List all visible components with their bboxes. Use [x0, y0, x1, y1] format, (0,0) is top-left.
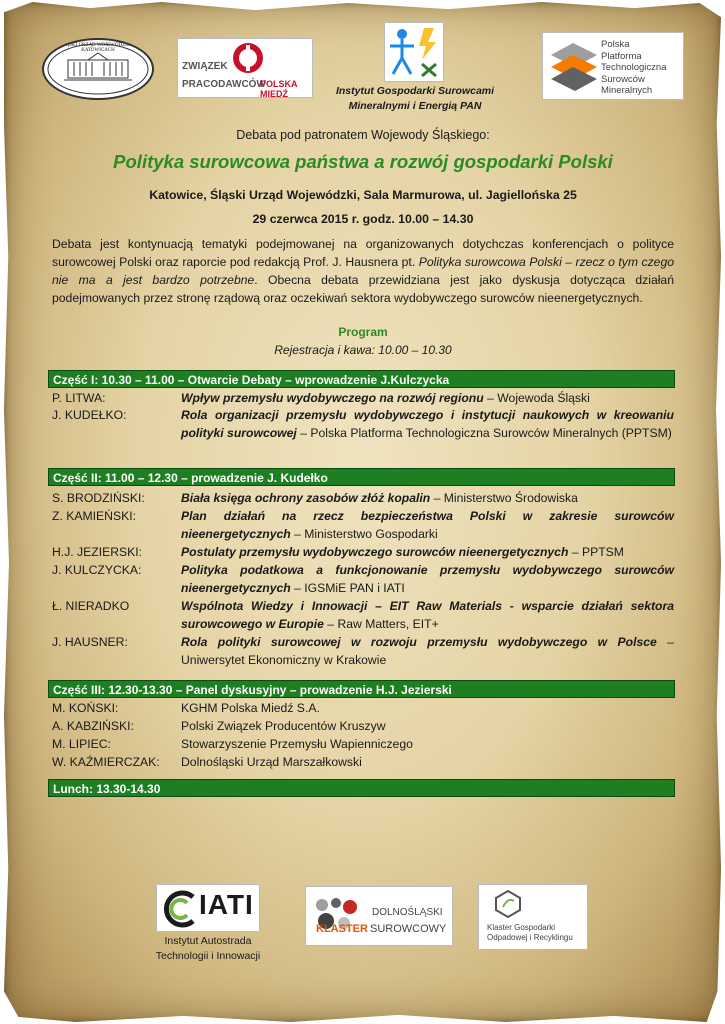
speaker-topic	[181, 634, 674, 669]
topic-org: – Polska Platforma Technologiczna Surowców Mineralnych (PPTSM)	[296, 425, 672, 440]
lunch-bar: Lunch: 13.30-14.30	[48, 779, 675, 797]
panelist-org: Dolnośląski Urząd Marszałkowski	[181, 755, 362, 769]
topic-title: Rola organizacji przemysłu wydobywczego i instytucji naukowych w kreowaniu polityki surowcowej	[181, 408, 674, 440]
logo-zwiazek-pracodawcow	[177, 38, 313, 98]
agenda-row	[52, 390, 674, 408]
speaker-topic	[181, 508, 674, 543]
logo-dolnoslaski-klaster	[305, 886, 453, 946]
dks-line2a: KLASTER	[316, 923, 368, 935]
registration-text: Rejestracja i kawa: 10.00 – 10.30	[274, 343, 452, 357]
logo-slaski-urzad	[42, 38, 154, 100]
speaker-topic	[181, 598, 674, 633]
logo-klaster-gospodarki-odpadowej	[478, 884, 588, 950]
topic-org: – PPTSM	[568, 545, 624, 559]
iati-swirl-icon	[161, 889, 197, 929]
topic-title: Postulaty przemysłu wydobywczego surowców nieenergetycznych	[181, 545, 569, 559]
pptsm-line: Surowców	[601, 73, 645, 85]
zpp-line2a: PRACODAWCÓW	[182, 79, 266, 90]
panelist-name: A. KABZIŃSKI:	[52, 719, 134, 733]
speaker-name: Z. KAMIEŃSKI:	[52, 509, 136, 523]
pptsm-text	[601, 39, 667, 97]
igsmie-caption	[322, 84, 508, 114]
topic-org: – IGSMiE PAN i IATI	[290, 580, 405, 595]
iati-caption-line2: Technologii i Innowacji	[155, 950, 261, 962]
panelist-org: KGHM Polska Miedź S.A.	[181, 701, 320, 715]
iati-caption-line1: Instytut Autostrada	[164, 935, 252, 947]
speaker-name: S. BRODZIŃSKI:	[52, 491, 145, 505]
description-part1: Debata jest kontynuacją tematyki podejmowanej na organizowanych dotychczas konferencjach o polityce surowcowej Polski oraz raporcie pod redakcją Prof. J. Hausnera pt.	[52, 237, 674, 269]
dks-line2b: SUROWCOWY	[370, 923, 447, 935]
speaker-topic	[181, 390, 674, 408]
topic-title: Rola polityki surowcowej w rozwoju przemysłu wydobywczego w Polsce	[181, 635, 657, 649]
logo-iati	[156, 884, 260, 932]
pptsm-line: Mineralnych	[601, 85, 653, 96]
miner-figure-icon	[386, 24, 442, 80]
speaker-topic	[181, 544, 674, 562]
topic-org: – Raw Matters, EIT+	[323, 616, 439, 631]
iati-logo-text: IATI	[199, 889, 254, 920]
speaker-name: H.J. JEZIERSKI:	[52, 545, 143, 559]
zpp-emblem-icon	[228, 41, 268, 75]
panelist-name: M. KOŃSKI:	[52, 701, 119, 715]
speaker-name: J. KUDEŁKO:	[52, 408, 127, 422]
speaker-topic	[181, 407, 674, 442]
date-text: 29 czerwca 2015 r. godz. 10.00 – 14.30	[252, 212, 474, 226]
part1-header: Część I: 10.30 – 11.00 – Otwarcie Debaty – wprowadzenie J.Kulczycka	[48, 370, 675, 388]
topic-title: Wspólnota Wiedzy i Innowacji – EIT Raw Materials - wsparcie działań sektora surowcowego w Europie	[181, 599, 674, 631]
logo-urzad-text: ŚLĄSKI URZĄD WOJEWÓDZKI W KATOWICACH	[59, 43, 137, 53]
program-label: Program	[338, 325, 388, 339]
part3-header: Część III: 12.30-13.30 – Panel dyskusyjny – prowadzenie H.J. Jezierski	[48, 680, 675, 698]
dks-line1: DOLNOŚLĄSKI	[372, 907, 443, 918]
panelist-name: W. KAŹMIERCZAK:	[52, 755, 160, 769]
speaker-name: Ł. NIERADKO	[52, 599, 130, 613]
part2-header: Część II: 11.00 – 12.30 – prowadzenie J. Kudełko	[48, 468, 675, 486]
topic-title: Wpływ przemysłu wydobywczego na rozwój regionu	[181, 391, 484, 405]
topic-org: – Wojewoda Śląski	[483, 391, 590, 405]
pptsm-line: Technologiczna	[601, 62, 667, 73]
igsmie-line2: Mineralnymi i Energią PAN	[348, 100, 482, 112]
location-text: Katowice, Śląski Urząd Wojewódzki, Sala Marmurowa, ul. Jagiellońska 25	[149, 188, 577, 202]
panelist-name: M. LIPIEC:	[52, 737, 111, 751]
topic-title: Biała księga ochrony zasobów złóż kopalin	[181, 491, 431, 505]
description-report-title: Polityka surowcowa Polski – rzecz o tym czego nie ma a jest bardzo potrzebne	[52, 255, 675, 287]
panelist-org: Stowarzyszenie Przemysłu Wapienniczego	[181, 737, 413, 751]
kgo-line1: Klaster Gospodarki	[487, 923, 556, 932]
logo-igsmie	[384, 22, 444, 82]
kgo-line2: Odpadowej i Recyklingu	[487, 933, 573, 942]
recycling-hexagon-icon	[493, 889, 523, 919]
speaker-name: P. LITWA:	[52, 391, 106, 405]
kgo-text	[487, 923, 573, 943]
page-title: Polityka surowcowa państwa a rozwój gospodarki Polski	[113, 151, 613, 172]
speaker-topic	[181, 562, 674, 597]
topic-title: Polityka podatkowa a funkcjonowanie przemysłu wydobywczego surowców nieenergetycznych	[181, 563, 674, 595]
description-part3: . Obecna debata przewidziana jest jako dyskusja dotycząca działań podejmowanych przez stronę rządową oraz oczekiwań sektora wydobywczego surowców nieenergetycznych.	[52, 273, 674, 305]
agenda-row	[52, 407, 674, 461]
panelist-org: Polski Związek Producentów Kruszyw	[181, 719, 386, 733]
speaker-topic	[181, 490, 674, 508]
pptsm-line: Platforma	[601, 50, 642, 62]
pptsm-layers-icon	[547, 37, 601, 97]
topic-org: – Uniwersytet Ekonomiczny w Krakowie	[181, 635, 674, 667]
logo-pptsm	[542, 32, 684, 100]
intro-text: Debata pod patronatem Wojewody Śląskiego:	[236, 128, 490, 142]
topic-org: – Ministerstwo Gospodarki	[290, 526, 438, 541]
igsmie-line1: Instytut Gospodarki Surowcami	[335, 85, 495, 97]
description-paragraph	[52, 235, 674, 307]
topic-title: Plan działań na rzecz bezpieczeństwa Polski w zakresie surowców nieenergetycznych	[181, 509, 674, 541]
speaker-name: J. KULCZYCKA:	[52, 563, 142, 577]
speaker-name: J. HAUSNER:	[52, 635, 128, 649]
zpp-line1: ZWIĄZEK	[182, 61, 228, 72]
zpp-line2b: POLSKA MIEDŹ	[260, 79, 298, 98]
iati-caption	[138, 934, 278, 964]
topic-org: – Ministerstwo Środowiska	[430, 491, 578, 505]
pptsm-line: Polska	[601, 39, 630, 50]
